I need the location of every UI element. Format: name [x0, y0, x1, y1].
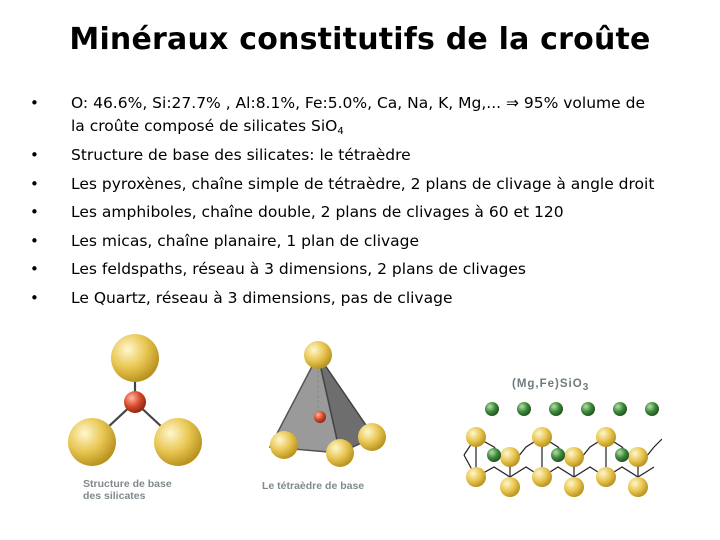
oxygen-atom: [326, 439, 354, 467]
pyroxene-formula: [512, 378, 590, 393]
oxygen-atom: [270, 431, 298, 459]
bullet-composition: [30, 92, 700, 141]
bullet-pyroxenes: • Les pyroxènes, chaîne simple de tétraèdre, 2 plans de clivage à angle droit: [30, 170, 700, 199]
oxygen-atom: [154, 418, 202, 466]
bullet-feldspaths: • Les feldspaths, réseau à 3 dimensions, 2 plans de clivages: [30, 255, 700, 284]
bullet-list: [30, 92, 700, 312]
cation-row-top: [485, 402, 659, 416]
bullet-composition-subscript: 4: [337, 126, 344, 137]
silicate-structure-figure: [62, 330, 207, 480]
bullet-micas: • Les micas, chaîne planaire, 1 plan de clivage: [30, 227, 700, 256]
pyroxene-chain-figure: [462, 395, 662, 500]
structure-caption: [83, 478, 172, 502]
oxygen-atom: [358, 423, 386, 451]
bullet-composition-line1: O: 46.6%, Si:27.7% , Al:8.1%, Fe:5.0%, Ca, Na, K, Mg,... ⇒ 95% volume de: [71, 94, 645, 112]
bullet-structure: • Structure de base des silicates: le tétraèdre: [30, 141, 700, 170]
slide-title: Minéraux constitutifs de la croûte: [69, 22, 651, 57]
pyroxene-formula-subscript: 3: [582, 382, 590, 393]
tetrahedron-caption: Le tétraèdre de base: [262, 480, 365, 492]
oxygen-atom: [68, 418, 116, 466]
silicon-atom: [314, 411, 326, 423]
silicon-atom: [124, 391, 146, 413]
oxygen-atom: [304, 341, 332, 369]
structure-caption-line1: Structure de base: [83, 478, 172, 490]
bullet-quartz: • Le Quartz, réseau à 3 dimensions, pas de clivage: [30, 284, 700, 313]
oxygen-atom: [111, 334, 159, 382]
pyroxene-formula-text: (Mg,Fe)SiO: [512, 378, 583, 390]
structure-caption-line2: des silicates: [83, 490, 146, 502]
tetrahedron-figure: [262, 335, 397, 480]
bullet-amphiboles: • Les amphiboles, chaîne double, 2 plans de clivages à 60 et 120: [30, 198, 700, 227]
bullet-composition-line2: la croûte composé de silicates SiO: [71, 117, 338, 135]
chain-oxygen-atoms: [466, 427, 648, 497]
